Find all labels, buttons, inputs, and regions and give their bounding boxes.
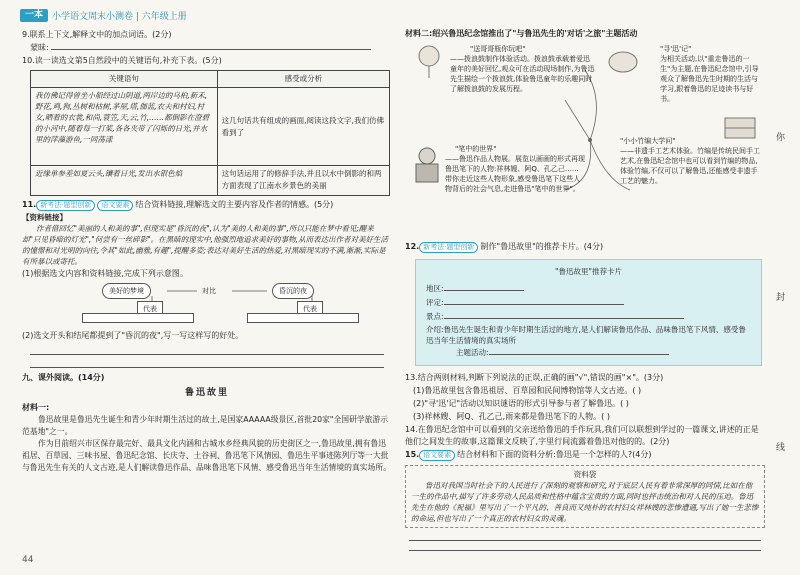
q11-answer-line-1[interactable] <box>30 344 384 355</box>
paragraph-1: 鲁迅故里是鲁迅先生诞生和青少年时期生活过的故土,是国家AAAAA级景区,首批20家"全国研学旅游示范基地"之一。 <box>22 415 389 436</box>
table-row1-key: 我仿佛记得曾坐小船经过山阴道,两岸边的乌桕,新禾,野花,鸡,狗,丛树和枯树,茅屋,塔,伽蓝,农夫和村妇,村女,晒着的衣裳,和尚,蓑笠,天,云,竹,……都倒影在澄碧的小河中,随着每一打桨,各各夹带了闪烁的日光,并水里的萍藻游鱼,一同荡漾 <box>31 88 218 166</box>
key-sentence-table <box>30 70 390 196</box>
table-header-feel: 感受或分析 <box>217 71 389 88</box>
night-box: 昏沉的夜 <box>272 283 314 299</box>
q13-item-3[interactable]: (3)祥林嫂、阿Q、孔乙己,雨来都是鲁迅笔下的人物。( ) <box>413 412 610 421</box>
activity-2-text: ——鲁迅作品人物展。展览以画画的形式再现鲁迅笔下的人物:祥林嫂、阿Q、孔乙己……带你走近这些人物形象,感受鲁迅笔下这些人物背后的社会气息,走进鲁迅"笔中的世界"。 <box>445 155 585 193</box>
section-9-heading: 九、课外阅读。(14分) <box>22 373 105 382</box>
question-13: 13.结合两则材料,判断下列说法的正误,正确的画"√",错误的画"×"。(3分) <box>405 373 664 382</box>
page-header <box>20 8 187 22</box>
q9-answer-line[interactable] <box>51 49 371 50</box>
info-bag-text: 鲁迅对我国当时社会下的人民进行了深刻的观察和研究,对于底层人民有着非常深厚的同情,比如在他一生的作品中,描写了许多劳动人民品质和性格中蕴含宝贵的方面,同时也抨击统治和对人民的压迫。鲁迅先生在他的《祝福》里写出了一个平凡的、善良而又纯朴的农村妇女祥林嫂的悲惨遭遇,写出了她一生悲惨的命运,但也写出了一个真正的农村妇女的灵魂。 <box>411 481 759 523</box>
q12-text: 制作"鲁迅故里"的推荐卡片。(4分) <box>480 242 604 251</box>
q15-tag: 语文要素 <box>419 450 455 461</box>
info-bag <box>405 465 765 528</box>
q11-text: 结合资料链接,理解选文的主要内容及作者的情感。(5分) <box>135 200 334 209</box>
diagram-lines <box>42 283 392 327</box>
contrast-label: 对比 <box>202 287 216 295</box>
card-region-input[interactable] <box>444 290 524 291</box>
footprint-icon <box>603 44 643 80</box>
question-14: 14.在鲁迅纪念馆中可以看到的父亲送给鲁迅的手作玩具,我们可以联想到学过的一篇课文,讲述的正是他们之间发生的故事,这篇课文反映了,字里行间流露着鲁迅对他的的。(2分) <box>405 425 759 446</box>
question-15: 15. 语文要素 结合材料和下面的资料分析:鲁迅是一个怎样的人?(4分) <box>405 450 652 459</box>
card-field-rating <box>426 296 751 310</box>
paragraph-2: 作为目前绍兴市区保存最完好、最具文化内涵和古城水乡经典风貌的历史街区之一,鲁迅故里,拥有鲁迅祖居、百草园、三味书屋、鲁迅纪念馆、长庆寺、土谷祠、鲁迅笔下风情园、鲁迅生平事迹陈列厅等一大批与鲁迅先生有关的人文古迹,是人们解读鲁迅作品、品味鲁迅笔下风情、感受鲁迅当年生活情境的真实场所。 <box>22 439 391 472</box>
q12-tag: 新考法·题型创新 <box>419 242 478 253</box>
card-region-label: 地区: <box>426 284 444 293</box>
activity-3-text: 为相关活动,以"重走鲁迅的一生"为主题,在鲁迅纪念馆中,引导观众了解鲁迅先生时期的生活与学习,跟着鲁迅的足迹读书与好书。 <box>660 55 759 103</box>
card-field-theme <box>426 346 751 360</box>
dream-box: 美好的梦境 <box>102 283 151 299</box>
activity-4 <box>605 136 760 186</box>
tag-new-method: 新考法·题型创新 <box>36 200 95 211</box>
tag-language: 语文要素 <box>97 200 133 211</box>
q9-word: 蒙昧: <box>30 43 49 52</box>
table-row2-feel[interactable] <box>217 166 389 196</box>
activity-4-title: "小小竹编大学问" <box>620 137 676 145</box>
card-rating-label: 评定: <box>426 298 444 307</box>
article-title: 鲁迅故里 <box>184 388 229 398</box>
card-spots-label: 景点: <box>426 312 444 321</box>
table-row1-feel[interactable] <box>217 88 389 166</box>
brand-tag: 一本 <box>20 9 48 22</box>
recommend-card <box>415 259 762 366</box>
q9-answer-row <box>22 42 392 54</box>
info-bag-title: 资料袋 <box>573 470 597 479</box>
activity-2-title: "笔中的世界" <box>455 145 497 153</box>
card-rating-input[interactable] <box>444 304 624 305</box>
card-title: "鲁迅故里"推荐卡片 <box>555 267 622 276</box>
header-title: 小学语文周末小测卷 | 六年级上册 <box>52 11 187 22</box>
activity-4-text: ——非遗手工艺术体验。竹编是传统民间手工艺术,在鲁迅纪念馆中也可以看到竹编的物品,体验竹编,不仅可以了解鲁迅,还能感受非遗手工艺的魅力。 <box>620 147 760 185</box>
activity-1 <box>450 44 595 94</box>
q15-text: 结合材料和下面的资料分析:鲁迅是一个怎样的人?(4分) <box>457 450 652 459</box>
card-field-spots <box>426 310 751 324</box>
row1-feel-text: 这几句话共有组成的画面,阅读这段文字,我们仿佛看到了 <box>221 115 384 137</box>
page-number: 44 <box>22 555 34 565</box>
material1-label: 材料一: <box>22 403 50 412</box>
activity-3-title: "寻'迅'记" <box>660 45 692 53</box>
q15-answer-line-1[interactable] <box>409 532 761 541</box>
activity-diagram <box>405 40 765 240</box>
row2-feel-text: 这句话运用了的修辞手法,并且以水中倒影的和两方面表现了江南水乡景色的美丽 <box>221 169 382 190</box>
card-theme-label: 主题活动: <box>456 348 489 357</box>
question-12: 12. 新考法·题型创新 制作"鲁迅故里"的推荐卡片。(4分) <box>405 242 604 251</box>
q11-sub2: (2)选文开头和结尾都提到了"昏沉的夜",写一写这样写的好处。 <box>22 331 244 340</box>
card-field-region <box>426 282 751 296</box>
activity-1-text: ——拨浪鼓制作体验活动。拨浪鼓承载着爱迅童年的美好回忆,观众可在活动现场制作,为鲁迅先生描绘一个拨浪鼓,体验鲁迅童年的乐趣同时了解拨浪鼓的发展历程。 <box>450 55 595 93</box>
card-spots-input[interactable] <box>444 318 684 319</box>
represent-right: 代表 <box>297 301 323 317</box>
rattle-drum-icon <box>415 44 445 78</box>
activity-1-title: "送哥哥瓶你玩吧" <box>470 45 526 53</box>
material-text: 作者借回忆"美丽的人和美的事",但现实是"昏沉的夜",认为"美的人和美的事",所以只能在梦中看见;醒来却"只见昏暗的灯光","何尝有一丝碎影"。在黑暗的现实中,他强烈地追求美好的事物,从而表达出作者对美好生活的憧憬和对光明的向往,令其"如此,幽雅,有趣",提醒多姿;表达对美好生活的热爱,对黑暗现实的不满,渐渐,实际是有所暴以或寄托。 <box>22 224 388 266</box>
question-11: 11. 新考法·题型创新 语文要素 结合资料链接,理解选文的主要内容及作者的情感。(5分) <box>22 200 334 209</box>
q11-sub1: (1)根据选文内容和资料链接,完成下列示意图。 <box>22 269 188 278</box>
material2-heading: 材料二:绍兴鲁迅纪念馆推出了"与鲁迅先生的'对话'之旅"主题活动 <box>405 29 638 38</box>
bamboo-craft-icon <box>723 114 757 140</box>
margin-char-1: 你 <box>775 133 785 143</box>
q13-item-1[interactable]: (1)鲁迅故里包含鲁迅祖居、百草园和民间博物馆等人文古迹。( ) <box>413 386 642 395</box>
material-link <box>22 212 392 267</box>
table-header-key: 关键语句 <box>31 71 218 88</box>
contrast-diagram <box>42 283 392 327</box>
represent-left: 代表 <box>137 301 163 317</box>
left-column <box>22 28 392 474</box>
card-intro: 介绍:鲁迅先生诞生和青少年时期生活过的地方,是人们解读鲁迅作品、品味鲁迅笔下风情、感受鲁迅当年生活情境的真实场所 <box>426 325 746 345</box>
q15-answer-line-2[interactable] <box>409 542 761 551</box>
card-theme-input[interactable] <box>489 354 669 355</box>
table-row2-key: 近缘单参差如夏云头,镶着日光,发出水银色焰 <box>31 166 218 196</box>
question-9: 9.联系上下文,解释文中的加点词语。(2分) <box>22 30 172 39</box>
margin-char-2: 封 <box>775 293 785 303</box>
luxun-portrait-icon <box>410 144 444 184</box>
material-label: 【资料链接】 <box>22 213 67 222</box>
q13-item-2[interactable]: (2)"寻'迅'记"活动以知识谜语的形式引导参与者了解鲁迅。( ) <box>413 399 629 408</box>
question-10: 10.读一读选文第5自然段中的关键语句,补充下表。(5分) <box>22 56 222 65</box>
right-column <box>405 28 765 552</box>
activity-2 <box>445 144 585 194</box>
margin-char-3: 线 <box>775 443 785 453</box>
q11-answer-line-2[interactable] <box>30 357 384 368</box>
